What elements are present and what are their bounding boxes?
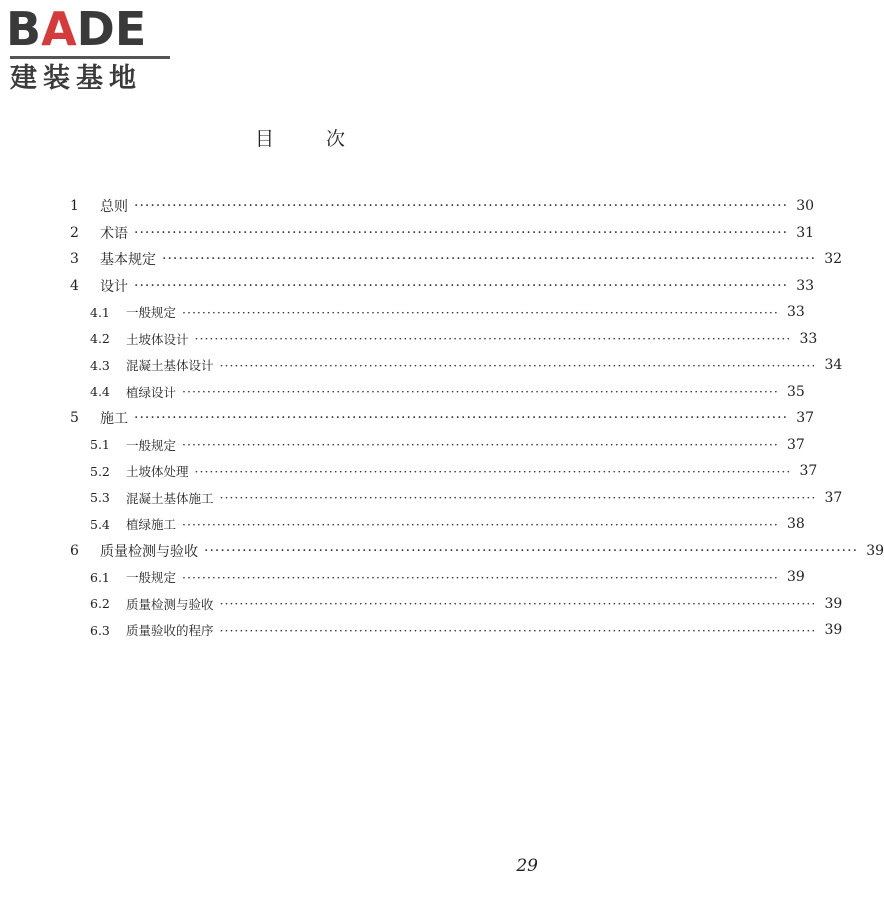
toc-leader-dots: ························································································································ [194,463,792,479]
toc-entry-number: 5.3 [90,490,110,506]
logo-divider [10,56,170,59]
toc-leader-dots: ························································································································ [182,437,779,453]
title-right-char: 次 [326,128,346,150]
toc-entry-number: 4.2 [90,331,110,347]
toc-leader-dots: ························································································································ [204,542,859,559]
toc-entry-page: 39 [824,622,843,639]
toc-entry-label: 设计 [100,278,128,295]
toc-leader-dots: ························································································································ [219,596,817,612]
toc-entry-number: 1 [70,198,79,215]
toc-entry[interactable] [70,458,818,485]
table-of-contents [70,193,884,644]
toc-entry-number: 5.4 [90,516,110,532]
toc-entry-page: 37 [787,436,805,453]
toc-leader-dots: ························································································································ [219,622,817,638]
toc-entry-page: 37 [796,410,815,427]
toc-leader-dots: ························································································································ [162,251,817,268]
toc-entry-number: 6 [70,542,79,559]
toc-entry-page: 39 [824,595,843,612]
toc-entry-label: 土坡体设计 [126,331,189,347]
toc-entry[interactable] [70,352,843,379]
toc-entry[interactable] [70,564,805,591]
toc-entry-number: 4 [70,277,79,294]
page-number: 29 [516,856,538,876]
toc-entry-page: 32 [824,251,843,268]
toc-leader-dots: ························································································································ [182,569,779,585]
toc-entry-number: 6.2 [90,596,110,612]
toc-entry-label: 质量检测与验收 [100,543,198,560]
toc-entry[interactable] [70,617,843,644]
toc-entry-page: 38 [787,516,805,533]
toc-entry-label: 施工 [100,411,128,428]
toc-leader-dots: ························································································································ [219,357,817,373]
toc-entry-label: 混凝土基体施工 [126,490,214,506]
toc-entry-label: 基本规定 [100,252,156,269]
toc-entry[interactable] [70,405,815,432]
toc-entry[interactable] [70,538,884,565]
toc-entry-label: 一般规定 [126,570,177,586]
logo-letters-de: DE [76,2,147,56]
logo-letter-b: B [6,2,42,56]
toc-entry[interactable] [70,511,805,538]
toc-entry-number: 3 [70,251,79,268]
toc-entry-number: 5.1 [90,437,110,453]
toc-entry-page: 39 [787,569,805,586]
toc-entry-number: 5 [70,410,79,427]
logo-wordmark [6,2,147,56]
toc-leader-dots: ························································································································ [182,304,779,320]
logo-chinese-text: 建装基地 [10,63,142,94]
toc-entry[interactable] [70,485,843,512]
toc-entry-page: 31 [796,224,815,241]
toc-entry-page: 37 [824,489,843,506]
toc-entry[interactable] [70,273,815,300]
toc-entry-number: 2 [70,224,79,241]
toc-entry-number: 6.3 [90,622,110,638]
toc-entry-label: 总则 [100,199,128,216]
toc-entry-label: 一般规定 [126,305,177,321]
toc-entry[interactable] [70,299,805,326]
toc-leader-dots: ························································································································ [134,224,789,241]
toc-entry[interactable] [70,432,805,459]
title-left-char: 目 [254,128,274,150]
toc-entry[interactable] [70,193,815,220]
toc-leader-dots: ························································································································ [182,384,779,400]
toc-leader-dots: ························································································································ [134,410,789,427]
toc-entry[interactable] [70,220,815,247]
toc-entry-number: 5.2 [90,463,110,479]
toc-entry[interactable] [70,591,843,618]
toc-entry-page: 33 [799,330,818,347]
toc-leader-dots: ························································································································ [182,516,779,532]
toc-entry-number: 4.3 [90,357,110,373]
toc-entry-label: 一般规定 [126,437,177,453]
toc-leader-dots: ························································································································ [219,490,817,506]
toc-entry-label: 术语 [100,225,128,242]
toc-entry-page: 39 [866,542,884,559]
toc-entry-page: 33 [796,277,815,294]
logo-letter-a: A [41,2,77,56]
toc-leader-dots: ························································································································ [134,198,789,215]
toc-entry-page: 35 [787,383,805,400]
toc-entry-label: 质量验收的程序 [126,623,214,639]
toc-entry-label: 混凝土基体设计 [126,358,214,374]
toc-entry-number: 4.1 [90,304,110,320]
toc-entry-number: 6.1 [90,569,110,585]
toc-entry-label: 植绿施工 [126,517,177,533]
toc-entry-page: 30 [796,198,815,215]
toc-entry-page: 33 [787,304,805,321]
toc-entry-number: 4.4 [90,384,110,400]
toc-entry[interactable] [70,379,805,406]
toc-entry[interactable] [70,326,818,353]
toc-entry-label: 土坡体处理 [126,464,189,480]
toc-entry-label: 质量检测与验收 [126,596,214,612]
toc-leader-dots: ························································································································ [194,331,792,347]
toc-entry[interactable] [70,246,843,273]
toc-entry-label: 植绿设计 [126,384,177,400]
toc-entry-page: 34 [824,357,843,374]
bade-logo [6,2,176,98]
toc-entry-page: 37 [799,463,818,480]
page-title [0,124,600,151]
toc-leader-dots: ························································································································ [134,277,789,294]
